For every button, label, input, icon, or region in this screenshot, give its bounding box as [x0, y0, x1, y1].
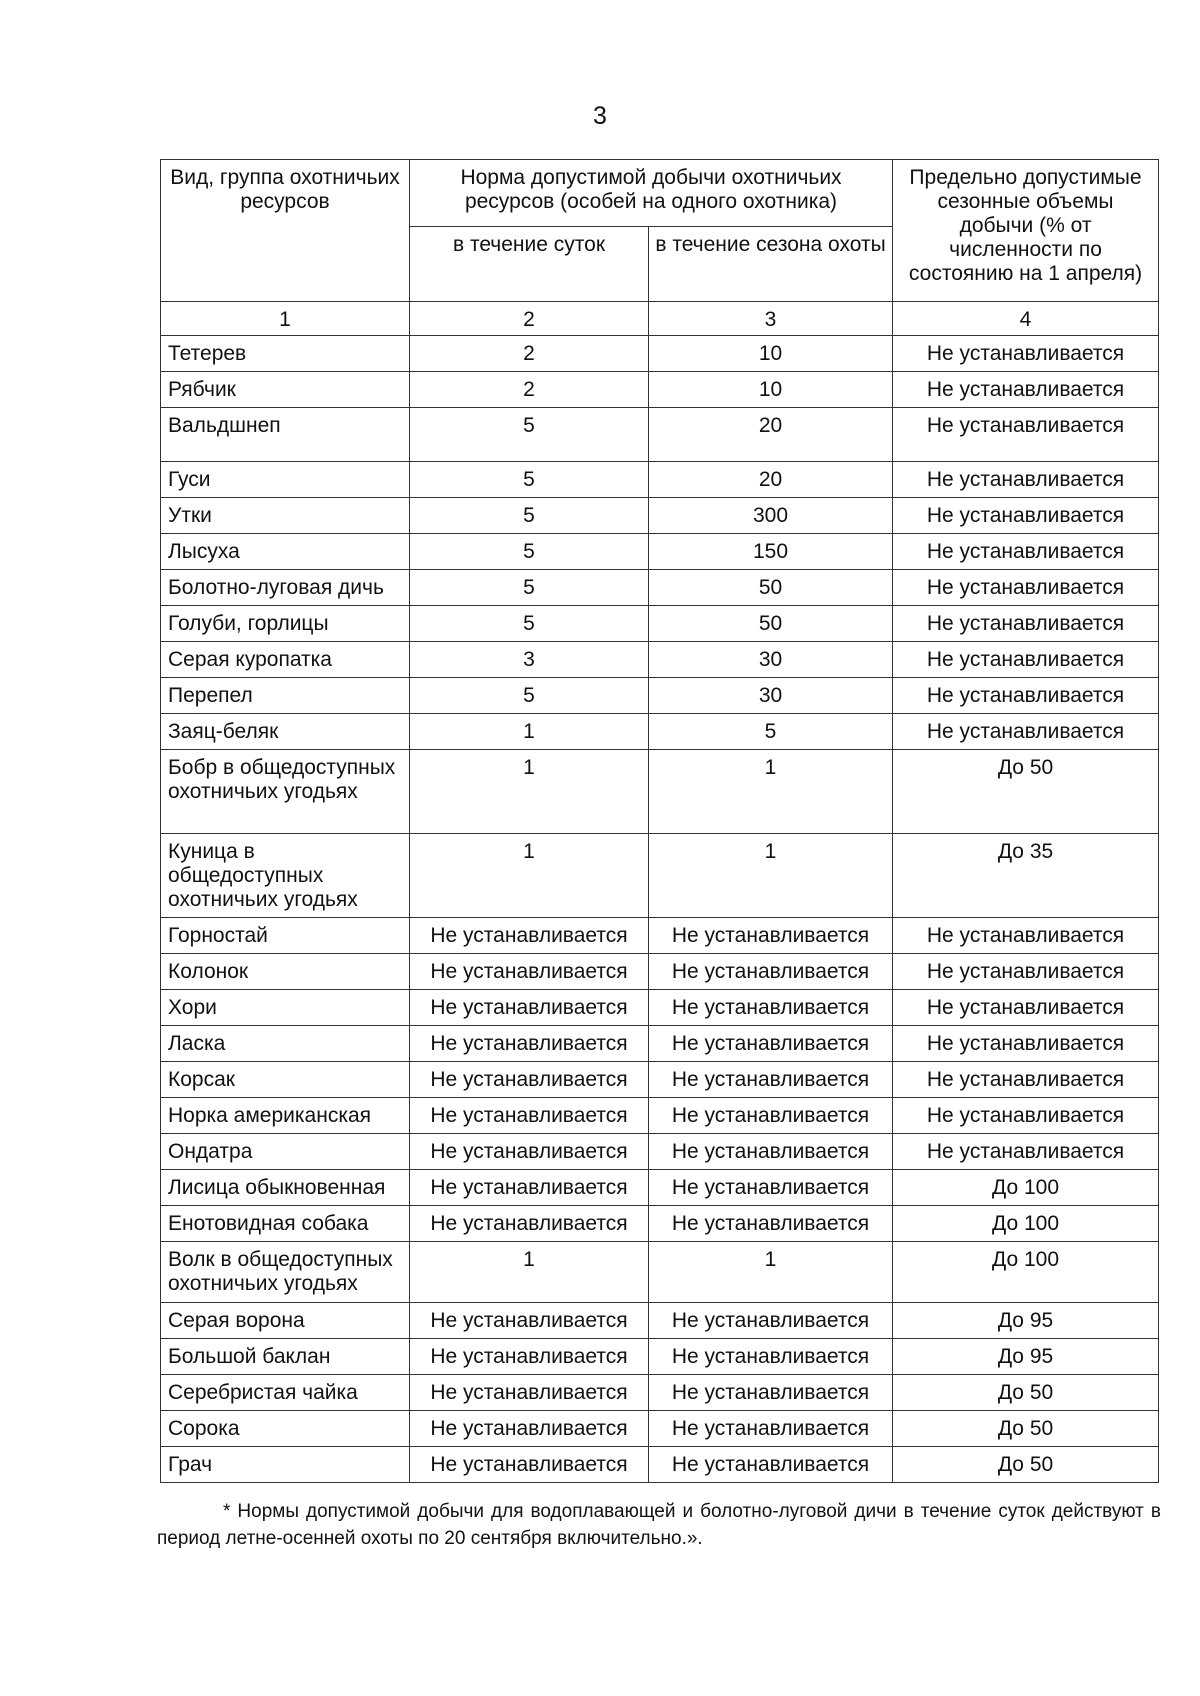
per-day-cell: 5 — [410, 498, 649, 534]
per-day-cell: Не устанавливается — [410, 1411, 649, 1447]
column-number: 2 — [410, 302, 649, 336]
seasonal-limit-cell: До 95 — [893, 1339, 1159, 1375]
seasonal-limit-cell: До 95 — [893, 1303, 1159, 1339]
seasonal-limit-cell: Не устанавливается — [893, 642, 1159, 678]
seasonal-limit-cell: До 100 — [893, 1242, 1159, 1303]
header-daily-norm-group: Норма допустимой добычи охотничьих ресурсов (особей на одного охотника) — [410, 160, 893, 227]
species-cell: Горностай — [161, 918, 410, 954]
species-cell: Ондатра — [161, 1134, 410, 1170]
per-season-cell: Не устанавливается — [649, 1098, 893, 1134]
per-season-cell: 10 — [649, 336, 893, 372]
seasonal-limit-cell: До 50 — [893, 750, 1159, 834]
header-per-season: в течение сезона охоты — [649, 227, 893, 302]
per-day-cell: 5 — [410, 534, 649, 570]
table-row — [161, 534, 1159, 570]
table-row — [161, 642, 1159, 678]
header-per-day: в течение суток — [410, 227, 649, 302]
table-row — [161, 462, 1159, 498]
per-day-cell: Не устанавливается — [410, 1098, 649, 1134]
table-row — [161, 606, 1159, 642]
per-day-cell: Не устанавливается — [410, 1447, 649, 1483]
table-row — [161, 408, 1159, 462]
species-cell: Утки — [161, 498, 410, 534]
species-cell: Куница в общедоступных охотничьих угодьях — [161, 834, 410, 918]
species-cell: Вальдшнеп — [161, 408, 410, 462]
species-cell: Грач — [161, 1447, 410, 1483]
per-season-cell: Не устанавливается — [649, 918, 893, 954]
species-cell: Тетерев — [161, 336, 410, 372]
per-season-cell: Не устанавливается — [649, 1375, 893, 1411]
per-day-cell: 5 — [410, 408, 649, 462]
species-cell: Сорока — [161, 1411, 410, 1447]
species-cell: Норка американская — [161, 1098, 410, 1134]
per-season-cell: Не устанавливается — [649, 1134, 893, 1170]
table-row — [161, 750, 1159, 834]
per-day-cell: Не устанавливается — [410, 1339, 649, 1375]
per-day-cell: Не устанавливается — [410, 918, 649, 954]
column-number: 4 — [893, 302, 1159, 336]
table-row — [161, 1375, 1159, 1411]
table-row — [161, 1411, 1159, 1447]
per-season-cell: Не устанавливается — [649, 1206, 893, 1242]
seasonal-limit-cell: До 100 — [893, 1206, 1159, 1242]
species-cell: Перепел — [161, 678, 410, 714]
seasonal-limit-cell: Не устанавливается — [893, 336, 1159, 372]
seasonal-limit-cell: До 50 — [893, 1411, 1159, 1447]
per-season-cell: Не устанавливается — [649, 1170, 893, 1206]
per-season-cell: 1 — [649, 834, 893, 918]
table-row — [161, 918, 1159, 954]
species-cell: Большой баклан — [161, 1339, 410, 1375]
seasonal-limit-cell: Не устанавливается — [893, 534, 1159, 570]
header-species: Вид, группа охотничьих ресурсов — [161, 160, 410, 302]
table-row — [161, 1170, 1159, 1206]
table-row — [161, 1447, 1159, 1483]
per-day-cell: 1 — [410, 834, 649, 918]
per-day-cell: Не устанавливается — [410, 1303, 649, 1339]
table-row — [161, 372, 1159, 408]
species-cell: Серая ворона — [161, 1303, 410, 1339]
species-cell: Корсак — [161, 1062, 410, 1098]
per-season-cell: 20 — [649, 408, 893, 462]
per-day-cell: 5 — [410, 462, 649, 498]
species-cell: Болотно-луговая дичь — [161, 570, 410, 606]
per-season-cell: 50 — [649, 606, 893, 642]
per-season-cell: 1 — [649, 1242, 893, 1303]
per-day-cell: 5 — [410, 570, 649, 606]
species-cell: Волк в общедоступных охотничьих угодьях — [161, 1242, 410, 1303]
table-row — [161, 336, 1159, 372]
table-row — [161, 1098, 1159, 1134]
per-day-cell: 2 — [410, 372, 649, 408]
table-body — [161, 336, 1159, 1483]
per-day-cell: 1 — [410, 1242, 649, 1303]
column-number: 1 — [161, 302, 410, 336]
header-seasonal-limit: Предельно допустимые сезонные объемы добычи (% от численности по состоянию на 1 апреля) — [893, 160, 1159, 302]
per-day-cell: 1 — [410, 750, 649, 834]
species-cell: Заяц-беляк — [161, 714, 410, 750]
table-row — [161, 678, 1159, 714]
seasonal-limit-cell: Не устанавливается — [893, 954, 1159, 990]
per-day-cell: 3 — [410, 642, 649, 678]
seasonal-limit-cell: Не устанавливается — [893, 1062, 1159, 1098]
seasonal-limit-cell: Не устанавливается — [893, 678, 1159, 714]
per-season-cell: 10 — [649, 372, 893, 408]
per-season-cell: 30 — [649, 678, 893, 714]
per-season-cell: Не устанавливается — [649, 1303, 893, 1339]
species-cell: Серая куропатка — [161, 642, 410, 678]
table-row — [161, 1242, 1159, 1303]
seasonal-limit-cell: До 50 — [893, 1375, 1159, 1411]
per-day-cell: Не устанавливается — [410, 1062, 649, 1098]
per-day-cell: Не устанавливается — [410, 1134, 649, 1170]
per-season-cell: Не устанавливается — [649, 990, 893, 1026]
seasonal-limit-cell: До 50 — [893, 1447, 1159, 1483]
table-row — [161, 570, 1159, 606]
seasonal-limit-cell: Не устанавливается — [893, 498, 1159, 534]
per-day-cell: Не устанавливается — [410, 1026, 649, 1062]
species-cell: Бобр в общедоступных охотничьих угодьях — [161, 750, 410, 834]
seasonal-limit-cell: Не устанавливается — [893, 606, 1159, 642]
hunting-limits-table — [160, 159, 1159, 1483]
table-row — [161, 498, 1159, 534]
per-season-cell: 300 — [649, 498, 893, 534]
footnote — [157, 1498, 1161, 1552]
per-day-cell: Не устанавливается — [410, 1170, 649, 1206]
seasonal-limit-cell: До 35 — [893, 834, 1159, 918]
seasonal-limit-cell: Не устанавливается — [893, 1026, 1159, 1062]
species-cell: Гуси — [161, 462, 410, 498]
per-day-cell: 5 — [410, 606, 649, 642]
seasonal-limit-cell: Не устанавливается — [893, 570, 1159, 606]
per-day-cell: Не устанавливается — [410, 1375, 649, 1411]
seasonal-limit-cell: Не устанавливается — [893, 1134, 1159, 1170]
table-row — [161, 834, 1159, 918]
table-row — [161, 990, 1159, 1026]
species-cell: Ласка — [161, 1026, 410, 1062]
seasonal-limit-cell: Не устанавливается — [893, 408, 1159, 462]
per-season-cell: Не устанавливается — [649, 1062, 893, 1098]
seasonal-limit-cell: Не устанавливается — [893, 990, 1159, 1026]
per-season-cell: 150 — [649, 534, 893, 570]
species-cell: Лисица обыкновенная — [161, 1170, 410, 1206]
seasonal-limit-cell: Не устанавливается — [893, 462, 1159, 498]
table-row — [161, 1206, 1159, 1242]
per-season-cell: 1 — [649, 750, 893, 834]
table-row — [161, 954, 1159, 990]
per-day-cell: Не устанавливается — [410, 990, 649, 1026]
seasonal-limit-cell: Не устанавливается — [893, 1098, 1159, 1134]
per-season-cell: Не устанавливается — [649, 1026, 893, 1062]
species-cell: Колонок — [161, 954, 410, 990]
species-cell: Рябчик — [161, 372, 410, 408]
seasonal-limit-cell: Не устанавливается — [893, 918, 1159, 954]
table-row — [161, 1026, 1159, 1062]
table-row — [161, 1062, 1159, 1098]
table-row — [161, 714, 1159, 750]
per-day-cell: 2 — [410, 336, 649, 372]
table-row — [161, 1303, 1159, 1339]
table-row — [161, 1339, 1159, 1375]
seasonal-limit-cell: Не устанавливается — [893, 714, 1159, 750]
column-number: 3 — [649, 302, 893, 336]
column-numbers-row — [161, 302, 1159, 336]
per-season-cell: 20 — [649, 462, 893, 498]
table-row — [161, 1134, 1159, 1170]
per-season-cell: Не устанавливается — [649, 954, 893, 990]
seasonal-limit-cell: Не устанавливается — [893, 372, 1159, 408]
page-number: 3 — [593, 102, 607, 130]
species-cell: Серебристая чайка — [161, 1375, 410, 1411]
per-season-cell: 5 — [649, 714, 893, 750]
per-season-cell: 30 — [649, 642, 893, 678]
per-day-cell: Не устанавливается — [410, 1206, 649, 1242]
species-cell: Лысуха — [161, 534, 410, 570]
species-cell: Енотовидная собака — [161, 1206, 410, 1242]
per-season-cell: Не устанавливается — [649, 1339, 893, 1375]
species-cell: Хори — [161, 990, 410, 1026]
per-day-cell: 1 — [410, 714, 649, 750]
per-day-cell: Не устанавливается — [410, 954, 649, 990]
per-season-cell: Не устанавливается — [649, 1411, 893, 1447]
footnote-text: * Нормы допустимой добычи для водоплавающей и болотно-луговой дичи в течение суток действуют в период летне-осенней охоты по 20 сентября включительно.». — [157, 1501, 1161, 1549]
seasonal-limit-cell: До 100 — [893, 1170, 1159, 1206]
per-day-cell: 5 — [410, 678, 649, 714]
per-season-cell: 50 — [649, 570, 893, 606]
species-cell: Голуби, горлицы — [161, 606, 410, 642]
per-season-cell: Не устанавливается — [649, 1447, 893, 1483]
